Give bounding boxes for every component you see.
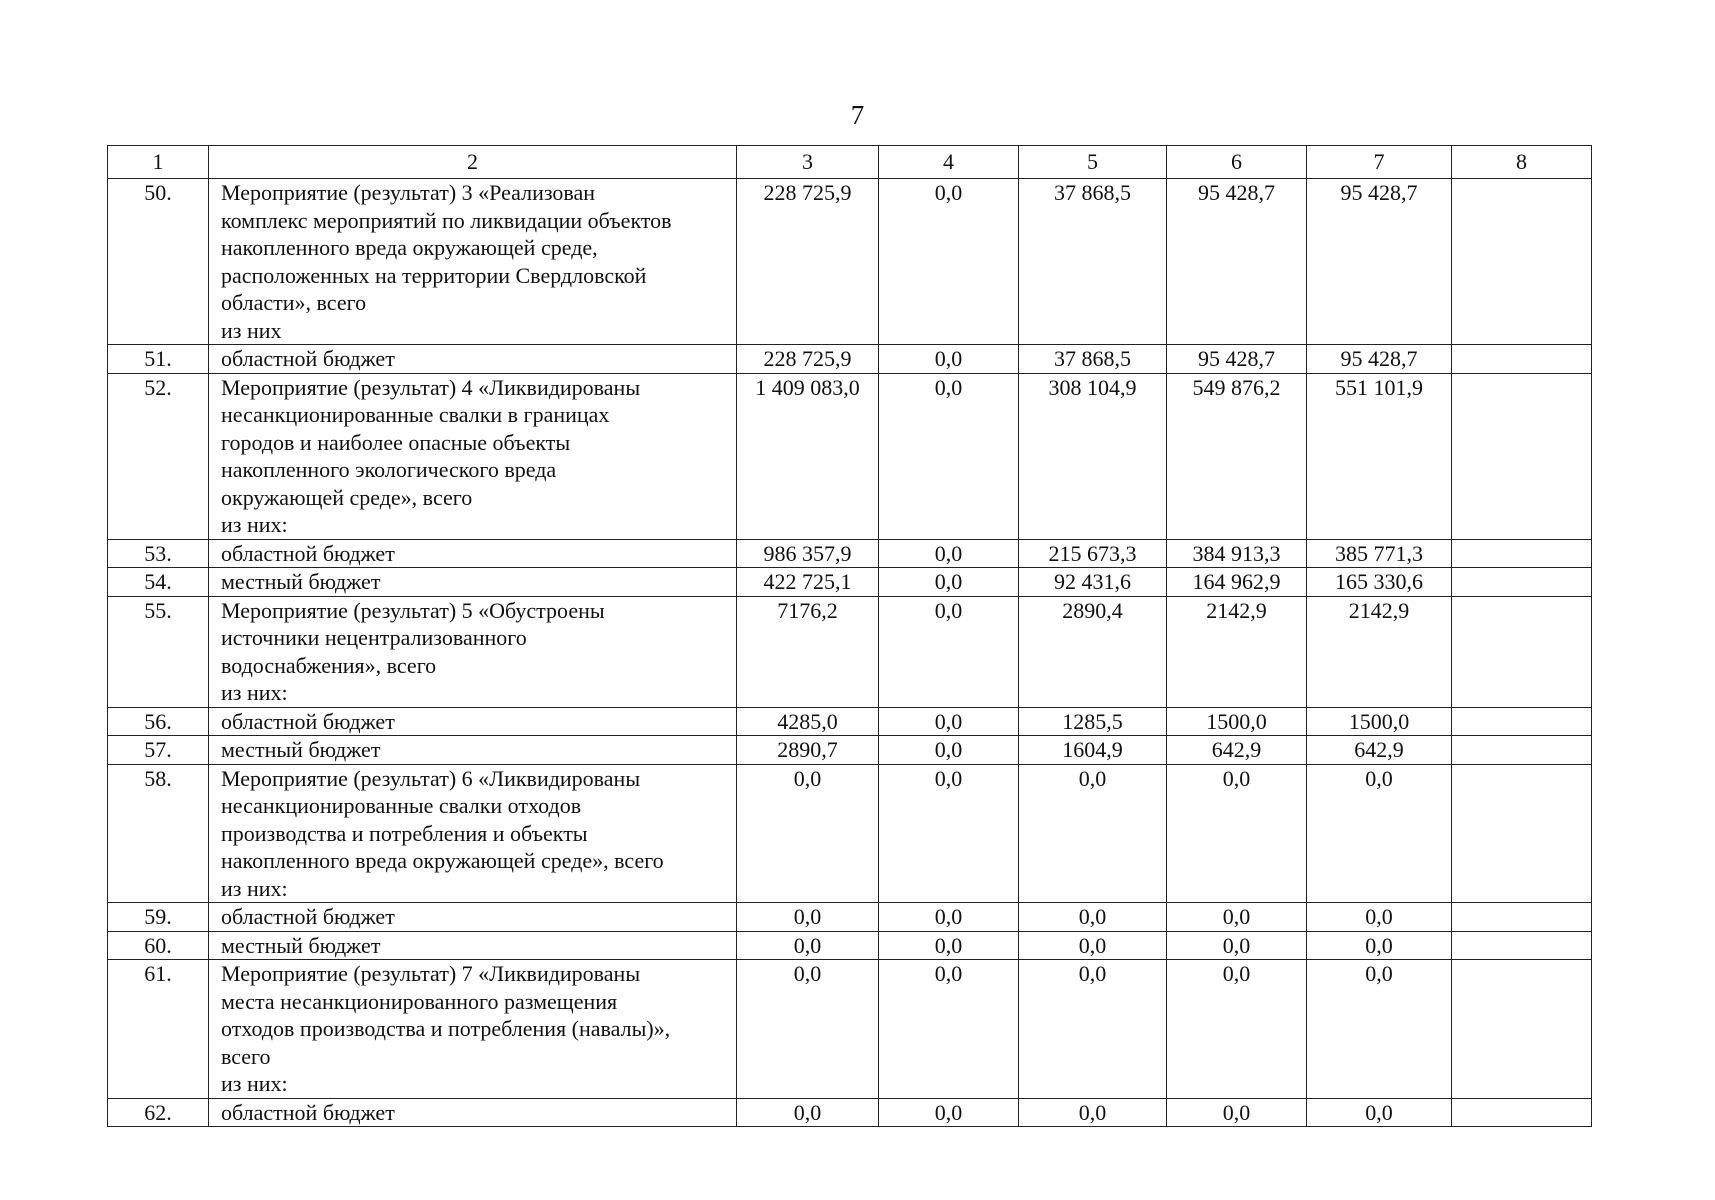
value-col-7: 0,0 xyxy=(1307,903,1452,932)
value-col-4: 0,0 xyxy=(879,903,1019,932)
row-description xyxy=(209,345,737,374)
value-col-3: 0,0 xyxy=(737,1098,879,1127)
table-row xyxy=(108,345,1592,374)
row-description xyxy=(209,596,737,707)
value-col-7: 1500,0 xyxy=(1307,707,1452,736)
row-description xyxy=(209,931,737,960)
description-line: Мероприятие (результат) 6 «Ликвидированы xyxy=(221,765,641,791)
row-description xyxy=(209,179,737,345)
value-col-3: 422 725,1 xyxy=(737,568,879,597)
value-col-6: 0,0 xyxy=(1167,960,1307,1099)
table-row xyxy=(108,373,1592,539)
value-col-6: 0,0 xyxy=(1167,903,1307,932)
description-line: областной бюджет xyxy=(221,540,395,566)
value-col-4: 0,0 xyxy=(879,931,1019,960)
description-line: водоснабжения», всего xyxy=(221,652,437,678)
value-col-5: 0,0 xyxy=(1019,903,1167,932)
value-col-3: 4285,0 xyxy=(737,707,879,736)
row-number: 60. xyxy=(108,931,209,960)
value-col-5: 0,0 xyxy=(1019,764,1167,903)
column-header: 3 xyxy=(737,146,879,179)
description-line: областной бюджет xyxy=(221,904,395,929)
value-col-3: 7176,2 xyxy=(737,596,879,707)
value-col-5: 0,0 xyxy=(1019,1098,1167,1127)
value-col-5: 0,0 xyxy=(1019,931,1167,960)
table-row xyxy=(108,764,1592,903)
value-col-3: 1 409 083,0 xyxy=(737,373,879,539)
column-header: 7 xyxy=(1307,146,1452,179)
table-row xyxy=(108,707,1592,736)
value-col-4: 0,0 xyxy=(879,1098,1019,1127)
table-row xyxy=(108,1098,1592,1127)
row-number: 53. xyxy=(108,539,209,568)
description-line: несанкционированные свалки отходов xyxy=(221,793,582,818)
description-line: окружающей среде», всего xyxy=(221,484,473,510)
value-col-3: 228 725,9 xyxy=(737,179,879,345)
value-col-6: 95 428,7 xyxy=(1167,345,1307,374)
description-line: накопленного вреда окружающей среде», всего xyxy=(221,848,664,873)
value-col-8 xyxy=(1452,345,1592,374)
row-number: 50. xyxy=(108,179,209,345)
row-number: 54. xyxy=(108,568,209,597)
description-line: из них: xyxy=(221,875,288,901)
description-line: областной бюджет xyxy=(221,708,395,734)
table-row xyxy=(108,539,1592,568)
table-row xyxy=(108,179,1592,345)
value-col-7: 0,0 xyxy=(1307,764,1452,903)
row-description xyxy=(209,903,737,932)
table-row xyxy=(108,931,1592,960)
value-col-5: 37 868,5 xyxy=(1019,179,1167,345)
value-col-6: 164 962,9 xyxy=(1167,568,1307,597)
value-col-5: 215 673,3 xyxy=(1019,539,1167,568)
row-number: 56. xyxy=(108,707,209,736)
row-number: 58. xyxy=(108,764,209,903)
description-line: несанкционированные свалки в границах xyxy=(221,402,610,427)
value-col-8 xyxy=(1452,764,1592,903)
row-description xyxy=(209,707,737,736)
description-line: комплекс мероприятий по ликвидации объектов xyxy=(221,207,672,233)
value-col-7: 0,0 xyxy=(1307,931,1452,960)
value-col-8 xyxy=(1452,568,1592,597)
value-col-6: 549 876,2 xyxy=(1167,373,1307,539)
value-col-5: 37 868,5 xyxy=(1019,345,1167,374)
column-header: 2 xyxy=(209,146,737,179)
value-col-5: 1604,9 xyxy=(1019,736,1167,765)
value-col-4: 0,0 xyxy=(879,960,1019,1099)
page-number: 7 xyxy=(850,100,865,130)
description-line: производства и потребления и объекты xyxy=(221,820,588,846)
budget-table xyxy=(107,145,1592,1127)
description-line: Мероприятие (результат) 7 «Ликвидированы xyxy=(221,961,641,986)
description-line: местный бюджет xyxy=(221,569,381,594)
value-col-5: 1285,5 xyxy=(1019,707,1167,736)
row-description xyxy=(209,764,737,903)
value-col-5: 308 104,9 xyxy=(1019,373,1167,539)
value-col-7: 2142,9 xyxy=(1307,596,1452,707)
value-col-4: 0,0 xyxy=(879,596,1019,707)
value-col-7: 385 771,3 xyxy=(1307,539,1452,568)
description-line: местный бюджет xyxy=(221,932,381,958)
value-col-8 xyxy=(1452,707,1592,736)
column-header: 4 xyxy=(879,146,1019,179)
description-line: расположенных на территории Свердловской xyxy=(221,262,647,288)
value-col-3: 0,0 xyxy=(737,903,879,932)
value-col-8 xyxy=(1452,736,1592,765)
description-line: из них: xyxy=(221,512,288,537)
description-line: источники нецентрализованного xyxy=(221,625,527,650)
description-line: областной бюджет xyxy=(221,346,395,371)
value-col-7: 95 428,7 xyxy=(1307,345,1452,374)
description-line: Мероприятие (результат) 3 «Реализован xyxy=(221,180,596,205)
value-col-3: 0,0 xyxy=(737,960,879,1099)
row-number: 59. xyxy=(108,903,209,932)
description-line: всего xyxy=(221,1043,271,1069)
value-col-8 xyxy=(1452,179,1592,345)
value-col-5: 92 431,6 xyxy=(1019,568,1167,597)
table-row xyxy=(108,596,1592,707)
description-line: Мероприятие (результат) 5 «Обустроены xyxy=(221,597,605,623)
value-col-4: 0,0 xyxy=(879,179,1019,345)
value-col-8 xyxy=(1452,373,1592,539)
description-line: накопленного вреда окружающей среде, xyxy=(221,235,598,260)
column-header: 8 xyxy=(1452,146,1592,179)
row-description xyxy=(209,539,737,568)
value-col-4: 0,0 xyxy=(879,568,1019,597)
value-col-4: 0,0 xyxy=(879,707,1019,736)
value-col-6: 642,9 xyxy=(1167,736,1307,765)
value-col-7: 0,0 xyxy=(1307,1098,1452,1127)
description-line: области», всего xyxy=(221,290,367,315)
value-col-6: 1500,0 xyxy=(1167,707,1307,736)
row-number: 62. xyxy=(108,1098,209,1127)
value-col-3: 986 357,9 xyxy=(737,539,879,568)
value-col-6: 0,0 xyxy=(1167,1098,1307,1127)
row-description xyxy=(209,373,737,539)
value-col-4: 0,0 xyxy=(879,539,1019,568)
row-description xyxy=(209,736,737,765)
value-col-3: 0,0 xyxy=(737,764,879,903)
value-col-8 xyxy=(1452,1098,1592,1127)
value-col-4: 0,0 xyxy=(879,736,1019,765)
value-col-8 xyxy=(1452,960,1592,1099)
table-row xyxy=(108,568,1592,597)
row-number: 57. xyxy=(108,736,209,765)
description-line: из них xyxy=(221,317,282,343)
value-col-3: 2890,7 xyxy=(737,736,879,765)
value-col-7: 551 101,9 xyxy=(1307,373,1452,539)
column-header: 6 xyxy=(1167,146,1307,179)
value-col-7: 0,0 xyxy=(1307,960,1452,1099)
table-row xyxy=(108,736,1592,765)
row-number: 61. xyxy=(108,960,209,1099)
row-number: 51. xyxy=(108,345,209,374)
description-line: отходов производства и потребления (навалы)», xyxy=(221,1016,671,1041)
description-line: накопленного экологического вреда xyxy=(221,457,557,482)
row-number: 55. xyxy=(108,596,209,707)
table-header-row xyxy=(108,146,1592,179)
value-col-5: 0,0 xyxy=(1019,960,1167,1099)
value-col-4: 0,0 xyxy=(879,345,1019,374)
column-header: 1 xyxy=(108,146,209,179)
row-number: 52. xyxy=(108,373,209,539)
value-col-5: 2890,4 xyxy=(1019,596,1167,707)
value-col-8 xyxy=(1452,931,1592,960)
value-col-6: 95 428,7 xyxy=(1167,179,1307,345)
row-description xyxy=(209,568,737,597)
value-col-8 xyxy=(1452,596,1592,707)
description-line: городов и наиболее опасные объекты xyxy=(221,429,571,455)
value-col-4: 0,0 xyxy=(879,764,1019,903)
row-description xyxy=(209,960,737,1099)
value-col-8 xyxy=(1452,539,1592,568)
value-col-3: 0,0 xyxy=(737,931,879,960)
value-col-8 xyxy=(1452,903,1592,932)
description-line: из них: xyxy=(221,1071,288,1096)
table-row xyxy=(108,960,1592,1099)
value-col-7: 165 330,6 xyxy=(1307,568,1452,597)
value-col-6: 2142,9 xyxy=(1167,596,1307,707)
description-line: места несанкционированного размещения xyxy=(221,988,618,1014)
value-col-4: 0,0 xyxy=(879,373,1019,539)
description-line: из них: xyxy=(221,680,288,705)
value-col-6: 384 913,3 xyxy=(1167,539,1307,568)
value-col-7: 642,9 xyxy=(1307,736,1452,765)
column-header: 5 xyxy=(1019,146,1167,179)
description-line: областной бюджет xyxy=(221,1099,395,1125)
value-col-6: 0,0 xyxy=(1167,764,1307,903)
description-line: местный бюджет xyxy=(221,737,381,762)
description-line: Мероприятие (результат) 4 «Ликвидированы xyxy=(221,374,641,400)
table-row xyxy=(108,903,1592,932)
row-description xyxy=(209,1098,737,1127)
value-col-7: 95 428,7 xyxy=(1307,179,1452,345)
value-col-3: 228 725,9 xyxy=(737,345,879,374)
value-col-6: 0,0 xyxy=(1167,931,1307,960)
